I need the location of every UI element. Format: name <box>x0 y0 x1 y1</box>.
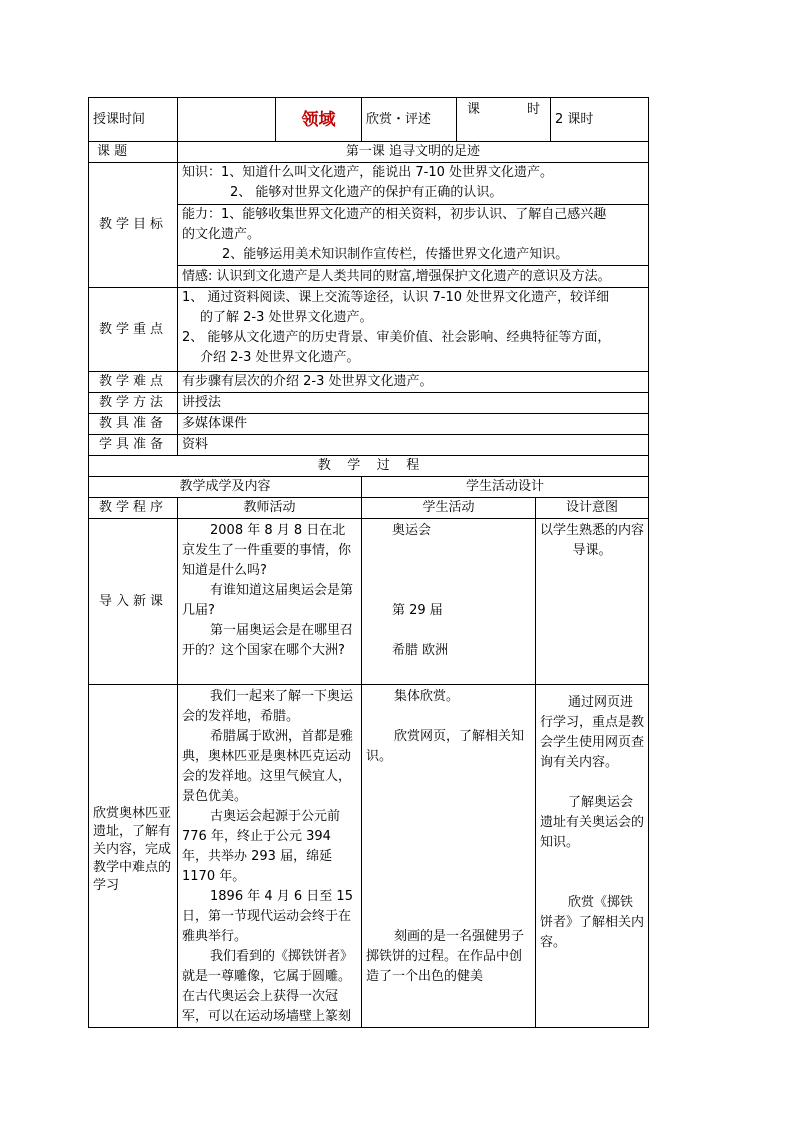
student-text: 希腊 欧洲 <box>392 643 449 658</box>
time-label: 授课时间 <box>89 98 178 142</box>
goals-knowledge <box>178 163 649 205</box>
teacher-text: 我们看到的《掷铁饼者》就是一尊雕像，它属于圆雕。在古代奥运会上获得一次冠军，可以在运动场墙壁上篆刻 <box>182 949 354 1024</box>
ability-1b: 的文化遗产。 <box>182 227 261 242</box>
process-title: 教 学 过 程 <box>89 456 649 477</box>
topic-label <box>89 142 178 163</box>
ability-2: 2、能够运用美术知识制作宣传栏，传播世界文化遗产知识。 <box>222 247 569 262</box>
ability-1a: 能力：1、能够收集世界文化遗产的相关资料，初步认识、了解自己感兴趣 <box>182 207 607 222</box>
col-content: 教学成学及内容 <box>89 477 362 498</box>
time-value <box>178 98 276 142</box>
teacher-text: 2008 年 8 月 8 日在北京发生了一件重要的事情，你知道是什么吗? <box>182 523 352 578</box>
step-appreciate-teacher <box>178 685 362 1028</box>
student-tools-label: 学具准备 <box>89 435 178 456</box>
teacher-text: 我们一起来了解一下奥运会的发祥地，希腊。 <box>182 689 354 724</box>
teacher-tools-label: 教具准备 <box>89 414 178 435</box>
method-label: 教学方法 <box>89 393 178 414</box>
step-appreciate-student <box>362 685 536 1028</box>
knowledge-2: 2、 能够对世界文化遗产的保护有正确的认识。 <box>230 185 503 200</box>
keypoint-2b: 介绍 2-3 处世界文化遗产。 <box>200 350 360 365</box>
student-tools-value: 资料 <box>178 435 649 456</box>
student-text: 欣赏网页，了解相关知识。 <box>366 729 525 764</box>
student-text: 刻画的是一名强健男子掷铁饼的过程。在作品中创造了一个出色的健美 <box>366 929 525 984</box>
knowledge-1: 知识：1、知道什么叫文化遗产，能说出 7-10 处世界文化遗产。 <box>182 165 554 180</box>
keypoints-value <box>178 288 649 372</box>
intent-text: 欣赏《掷铁饼者》了解相关内容。 <box>540 895 645 950</box>
teacher-text: 有谁知道这届奥运会是第几届? <box>182 583 354 618</box>
step-intro-student <box>362 519 536 685</box>
step-appreciate-intent <box>536 685 649 1028</box>
topic-value: 第一课 追寻文明的足迹 <box>178 142 649 163</box>
lesson-plan-table <box>88 97 649 1028</box>
difficulty-value: 有步骤有层次的介绍 2-3 处世界文化遗产。 <box>178 372 649 393</box>
step-appreciate-name: 欣赏奥林匹亚遗址，了解有关内容，完成教学中难点的学习 <box>89 685 178 1028</box>
goals-label: 教学目标 <box>89 163 178 288</box>
col-student-design: 学生活动设计 <box>362 477 649 498</box>
teacher-activity-header: 教师活动 <box>178 498 362 519</box>
period-value: 2 课时 <box>551 98 649 142</box>
field-value: 欣赏・评述 <box>362 98 457 142</box>
goals-emotion: 情感: 认识到文化遗产是人类共同的财富,增强保护文化遗产的意识及方法。 <box>178 266 649 288</box>
teacher-text: 1896 年 4 月 6 日至 15 日，第一节现代运动会终于在雅典举行。 <box>182 889 353 944</box>
teacher-text: 古奥运会起源于公元前 776 年，终止于公元 394 年，共举办 293 届，绵延 1170 年。 <box>182 809 341 884</box>
keypoints-label: 教学重点 <box>89 288 178 372</box>
period-label-1: 课 <box>467 102 481 117</box>
period-label <box>457 98 551 142</box>
difficulty-label: 教学难点 <box>89 372 178 393</box>
keypoint-1a: 1、 通过资料阅读、课上交流等途径，认识 7-10 处世界文化遗产，较详细 <box>182 290 610 305</box>
step-intro-teacher <box>178 519 362 685</box>
intent-text: 通过网页进行学习，重点是教会学生使用网页查询有关内容。 <box>540 695 645 770</box>
method-value: 讲授法 <box>178 393 649 414</box>
student-text: 第 29 届 <box>392 603 443 618</box>
student-activity-header: 学生活动 <box>362 498 536 519</box>
keypoint-1b: 的了解 2-3 处世界文化遗产。 <box>200 310 373 325</box>
step-intro-intent: 以学生熟悉的内容导课。 <box>536 519 649 685</box>
program-label: 教学程序 <box>89 498 178 519</box>
student-text: 奥运会 <box>392 523 432 538</box>
intent-text: 了解奥运会遗址有关奥运会的知识。 <box>540 795 645 850</box>
teacher-text: 第一届奥运会是在哪里召开的？这个国家在哪个大洲? <box>182 623 354 658</box>
design-intent-header: 设计意图 <box>536 498 649 519</box>
field-title: 领域 <box>276 98 362 142</box>
topic-label-text: 课 题 <box>97 144 128 159</box>
teacher-tools-value: 多媒体课件 <box>178 414 649 435</box>
student-text: 集体欣赏。 <box>394 689 460 704</box>
period-label-2: 时 <box>526 102 540 117</box>
keypoint-2a: 2、 能够从文化遗产的历史背景、审美价值、社会影响、经典特征等方面， <box>182 330 611 345</box>
goals-ability <box>178 205 649 266</box>
step-intro-name: 导入新课 <box>89 519 178 685</box>
teacher-text: 希腊属于欧洲，首都是雅典，奥林匹亚是奥林匹克运动会的发祥地。这里气候宜人，景色优美。 <box>182 729 354 804</box>
